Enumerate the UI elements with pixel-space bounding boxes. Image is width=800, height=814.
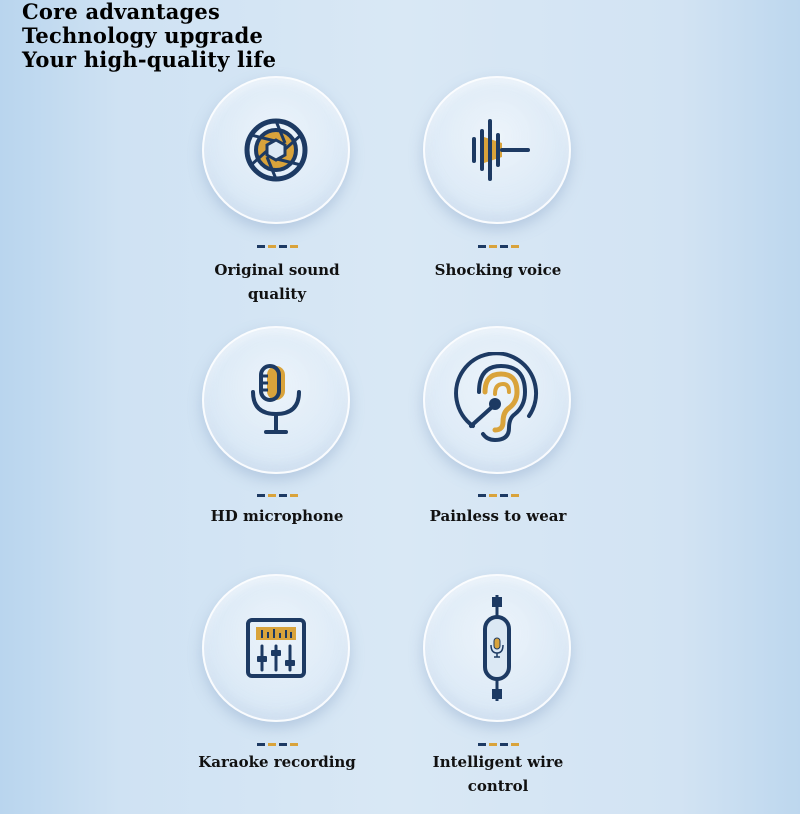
aperture-icon xyxy=(241,115,311,185)
feature-karaoke-recording xyxy=(177,574,377,814)
sound-wave-icon xyxy=(462,115,532,185)
mixer-icon xyxy=(244,616,308,680)
feature-wire-control xyxy=(398,574,598,814)
feature-hd-microphone xyxy=(177,326,377,566)
feature-shocking-voice xyxy=(398,76,598,316)
icon-disc xyxy=(423,326,571,474)
divider-dashes xyxy=(398,494,598,497)
feature-label: Shocking voice xyxy=(434,261,562,279)
divider-dashes xyxy=(398,743,598,746)
microphone-icon xyxy=(241,360,311,440)
icon-disc xyxy=(202,76,350,224)
ear-icon xyxy=(449,352,545,448)
headline xyxy=(22,0,276,72)
feature-label: Karaoke recording xyxy=(198,753,356,771)
icon-disc xyxy=(423,574,571,722)
headline-line-2: Technology upgrade xyxy=(22,23,264,48)
icon-disc xyxy=(423,76,571,224)
feature-label: Painless to wear xyxy=(429,507,567,525)
feature-painless-wear xyxy=(398,326,598,566)
feature-label: Original sound quality xyxy=(214,261,340,303)
divider-dashes xyxy=(177,245,377,248)
headline-line-3: Your high-quality life xyxy=(22,47,277,72)
headline-line-1: Core advantages xyxy=(22,0,220,24)
divider-dashes xyxy=(177,743,377,746)
feature-label: HD microphone xyxy=(210,507,344,525)
feature-original-sound xyxy=(177,76,377,316)
wire-control-icon xyxy=(477,593,517,703)
icon-disc xyxy=(202,326,350,474)
divider-dashes xyxy=(177,494,377,497)
divider-dashes xyxy=(398,245,598,248)
feature-label: Intelligent wire control xyxy=(432,753,564,795)
icon-disc xyxy=(202,574,350,722)
